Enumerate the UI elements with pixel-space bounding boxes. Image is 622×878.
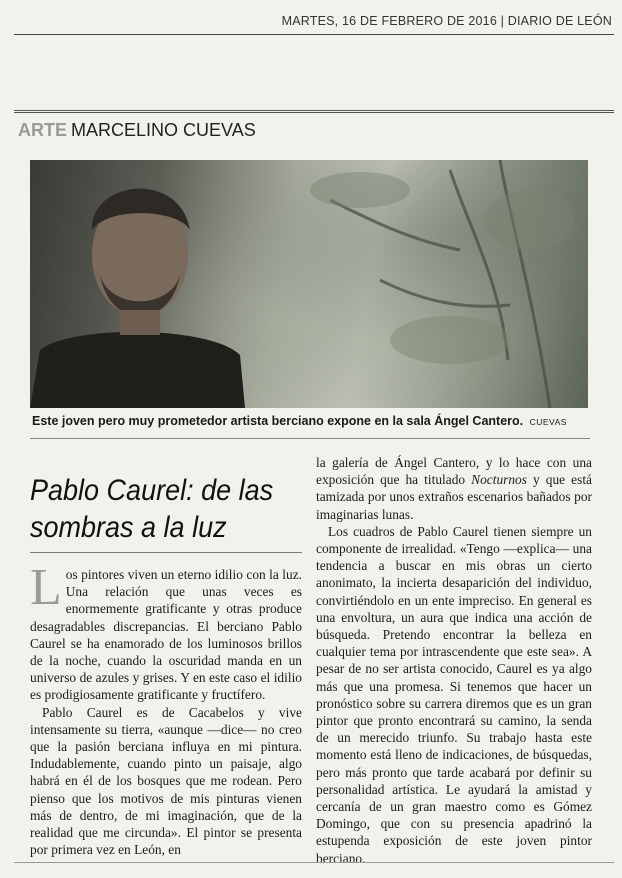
paragraph-3-start: la galería de Ángel Cantero, y lo hace con una exposición que ha titulado [316,455,592,488]
caption-rule [30,438,590,439]
paragraph-3 [316,454,592,523]
section-kicker: ARTE [18,120,67,140]
bottom-rule [14,862,614,863]
masthead: MARTES, 16 DE FEBRERO DE 2016 | DIARIO DE LEÓN [281,14,612,28]
paragraph-3-end: y que está tamizada por unos extraños escenarios bañados por imaginarias lunas. [316,472,593,522]
section-rule [14,110,614,113]
caption-text: Este joven pero muy prometedor artista berciano expone en la sala Ángel Cantero. [32,414,524,428]
section-header [18,120,256,141]
exhibition-title: Nocturnos [471,472,527,488]
paragraph-1 [30,559,302,704]
photo-illustration [30,160,588,408]
paragraph-4: Los cuadros de Pablo Caurel tienen siempre un componente de irrealidad. «Tengo —explica— una tendencia a buscar en mis obras un cierto anonimato, la incierta desaparición del individuo, convirtiéndolo en un ente impreciso. En general es una envoltura, un aura que indica una acción de búsqueda. Pretendo encontrar la belleza en cualquier tema por intrascendente que este sea». A pesar de no ser artista conocido, Caurel es ya algo más que una promesa. Si tenemos que hacer un pronóstico sobre su carrera diremos que es un gran pintor que pronto encontrará su camino, la senda de un merecido triunfo. Su trabajo hasta este momento está lleno de indicaciones, de búsquedas, pero más pronto que tarde acabará por definir su personalidad artística. Le ayudará la amistad y cercanía de un gran maestro como es Gómez Domingo, que con su presencia apadrinó la estupenda exposición de este joven pintor berciano. [316,523,592,866]
photo-caption [32,414,592,428]
headline-rule [30,552,302,553]
headline: Pablo Caurel: de las sombras a la luz [30,474,274,545]
top-rule [14,34,614,35]
paragraph-2: Pablo Caurel es de Cacabelos y vive intensamente su tierra, «aunque —dice— no creo que la pasión berciana influya en mi pintura. Indudablemente, cuando pinto un paisaje, algo habrá en él de los bosques que me rodean. Pero pienso que los motivos de mis pinturas vienen más de dentro, de mi imaginación, que de la realidad que me circunda». El pintor se presenta por primera vez en León, en [30,704,302,858]
article-column-1 [30,559,302,858]
photo-credit: CUEVAS [529,417,567,427]
author-name: MARCELINO CUEVAS [71,120,256,140]
drop-cap: L [30,559,62,616]
artist-photo [30,160,588,408]
article-column-2 [316,454,592,867]
paragraph-1-text: os pintores viven un eterno idilio con la luz. Una relación que unas veces es enormemente gratificante y otras produce desagradables discrepancias. El berciano Pablo Caurel se ha enamorado de los luminosos brillos de la noche, cuando la oscuridad manda en un universo de azules y grises. Y en este caso el idilio es prodigiosamente gratificante y fructífero. [30,567,302,703]
